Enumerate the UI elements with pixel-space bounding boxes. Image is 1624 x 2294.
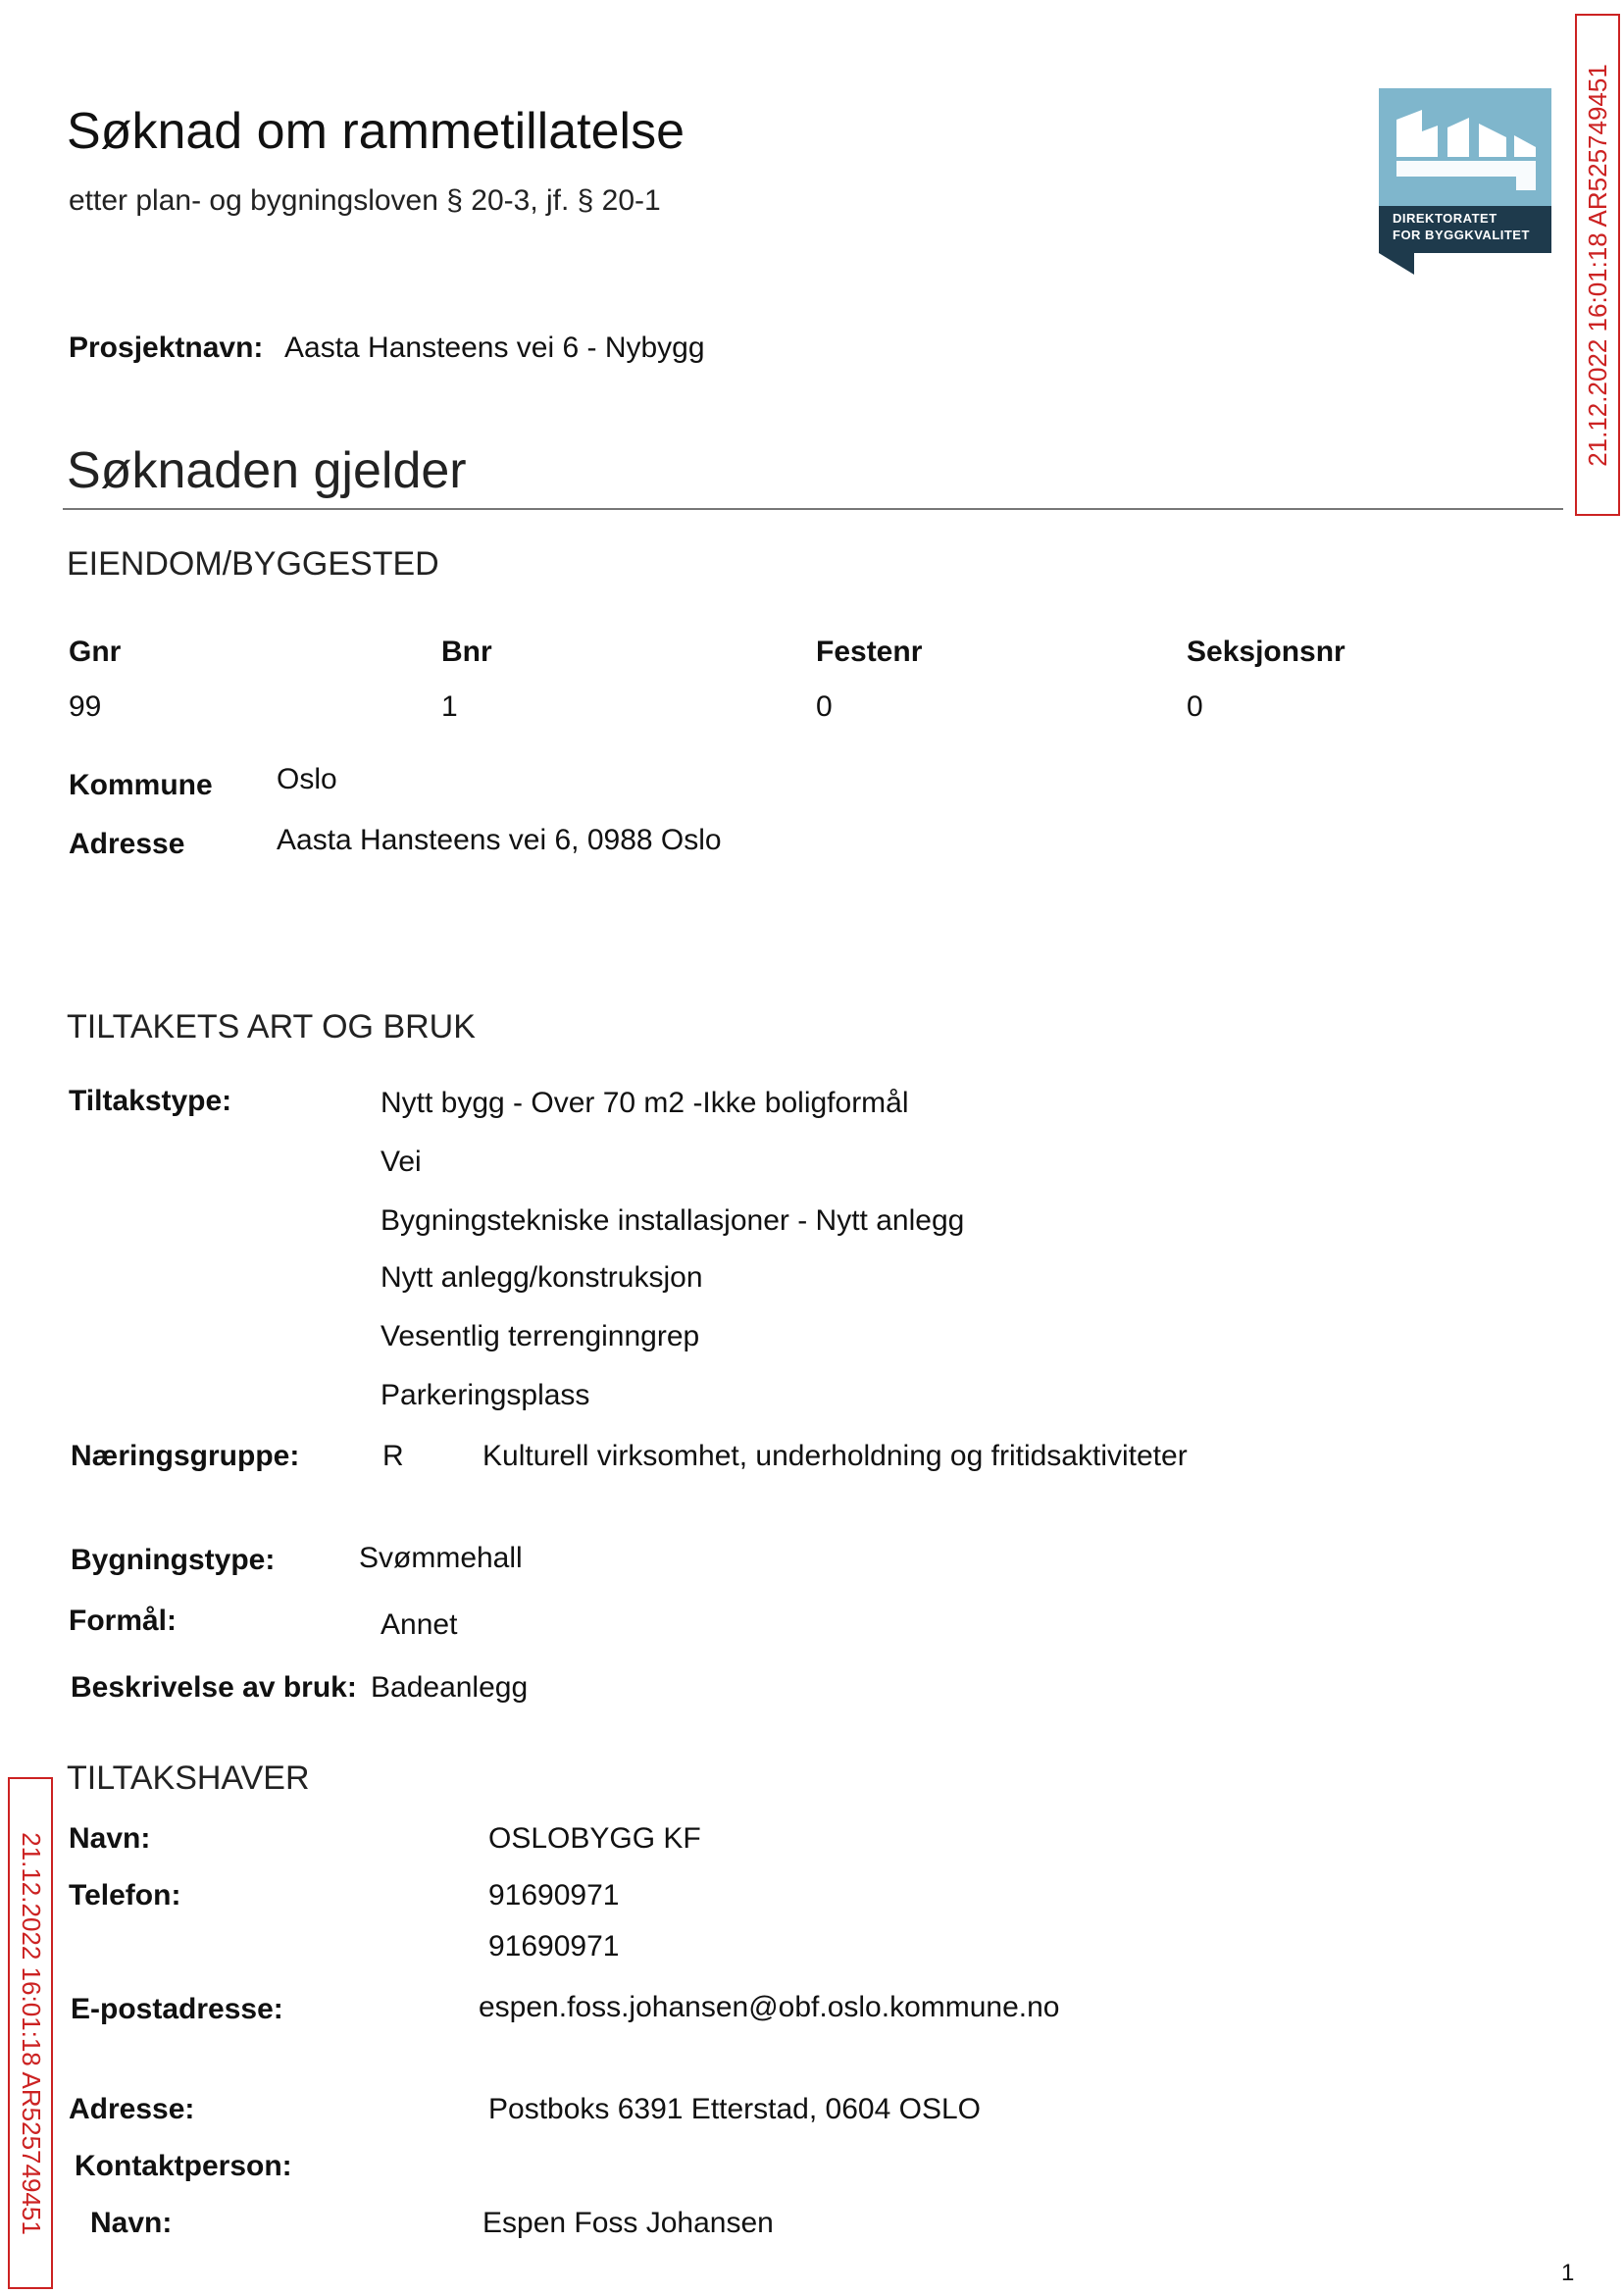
tiltakstype-item: Vei	[381, 1146, 422, 1178]
page-number: 1	[1561, 2260, 1575, 2286]
tiltakstype-item: Parkeringsplass	[381, 1379, 590, 1411]
gnr-label: Gnr	[69, 636, 122, 668]
naeringsgruppe-label: Næringsgruppe:	[71, 1440, 300, 1472]
formal-label: Formål:	[69, 1605, 178, 1637]
naeringsgruppe-text: Kulturell virksomhet, underholdning og fritidsaktiviteter	[482, 1440, 1188, 1472]
telefon-value: 91690971	[488, 1879, 620, 1912]
dibk-logo	[1379, 88, 1551, 275]
adresse-label: Adresse	[69, 828, 185, 860]
seksjonsnr-value: 0	[1187, 690, 1203, 723]
bygningstype-value: Svømmehall	[359, 1542, 523, 1574]
tiltakstype-item: Vesentlig terrenginngrep	[381, 1320, 700, 1352]
epost-value: espen.foss.johansen@obf.oslo.kommune.no	[479, 1991, 1060, 2023]
gnr-value: 99	[69, 690, 102, 723]
section-divider	[63, 508, 1563, 510]
bnr-value: 1	[441, 690, 458, 723]
adresse-value: Aasta Hansteens vei 6, 0988 Oslo	[277, 824, 722, 856]
section-title: Søknaden gjelder	[67, 442, 467, 499]
bruk-label: Beskrivelse av bruk:	[71, 1671, 357, 1704]
timestamp-stamp-top: 21.12.2022 16:01:18 AR525749451	[1575, 14, 1620, 516]
bruk-value: Badeanlegg	[371, 1671, 529, 1704]
kommune-label: Kommune	[69, 769, 213, 801]
page-title: Søknad om rammetillatelse	[67, 103, 685, 160]
bnr-label: Bnr	[441, 636, 492, 668]
tiltak-heading: TILTAKETS ART OG BRUK	[67, 1008, 476, 1045]
project-value: Aasta Hansteens vei 6 - Nybygg	[284, 331, 705, 364]
kontaktperson-label: Kontaktperson:	[75, 2150, 292, 2182]
th-adresse-value: Postboks 6391 Etterstad, 0604 OSLO	[488, 2093, 981, 2125]
navn-label: Navn:	[69, 1822, 151, 1855]
formal-value: Annet	[381, 1608, 458, 1641]
tiltakshaver-heading: TILTAKSHAVER	[67, 1759, 310, 1797]
kommune-value: Oslo	[277, 763, 337, 795]
bygningstype-label: Bygningstype:	[71, 1544, 276, 1576]
seksjonsnr-label: Seksjonsnr	[1187, 636, 1345, 668]
festenr-label: Festenr	[816, 636, 923, 668]
timestamp-stamp-bottom: 21.12.2022 16:01:18 AR525749451	[8, 1777, 53, 2289]
kontakt-navn-value: Espen Foss Johansen	[482, 2207, 774, 2239]
tiltakstype-label: Tiltakstype:	[69, 1085, 232, 1117]
page-subtitle: etter plan- og bygningsloven § 20-3, jf. § 20-1	[69, 184, 661, 217]
kontakt-navn-label: Navn:	[90, 2207, 173, 2239]
tiltakstype-item: Nytt bygg - Over 70 m2 -Ikke boligformål	[381, 1087, 909, 1119]
telefon-label: Telefon:	[69, 1879, 181, 1912]
logo-text: DIREKTORATET FOR BYGGKVALITET	[1393, 211, 1530, 242]
naeringsgruppe-code: R	[382, 1440, 404, 1472]
navn-value: OSLOBYGG KF	[488, 1822, 701, 1855]
tiltakstype-item: Nytt anlegg/konstruksjon	[381, 1261, 703, 1294]
eiendom-heading: EIENDOM/BYGGESTED	[67, 545, 439, 583]
tiltakstype-item: Bygningstekniske installasjoner - Nytt anlegg	[381, 1204, 965, 1237]
festenr-value: 0	[816, 690, 833, 723]
th-adresse-label: Adresse:	[69, 2093, 195, 2125]
project-label: Prosjektnavn:	[69, 331, 264, 364]
telefon-value-2: 91690971	[488, 1930, 620, 1963]
logo-graphic	[1379, 88, 1551, 275]
epost-label: E-postadresse:	[71, 1993, 283, 2025]
